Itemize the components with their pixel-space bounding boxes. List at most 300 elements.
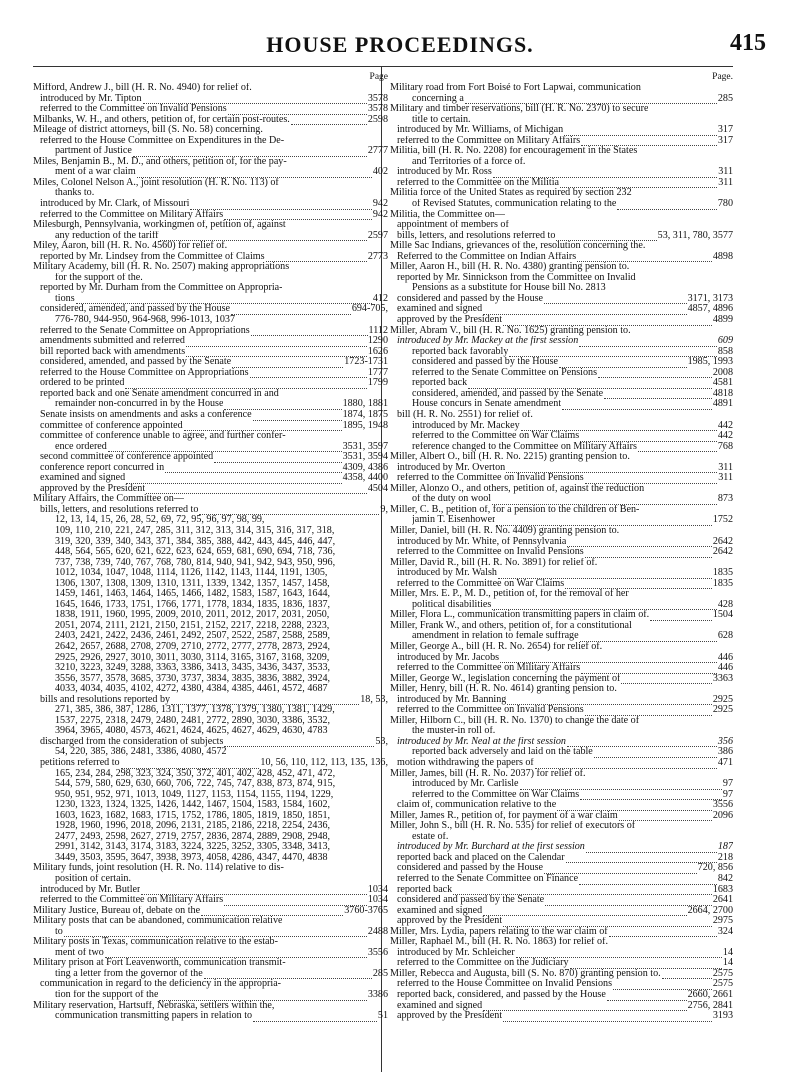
entry-text: reference changed to the Committee on Military Affairs [412, 441, 637, 452]
entry-text: Military Affairs, the Committee on— [33, 494, 184, 505]
entry-text: 1012, 1034, 1047, 1048, 1114, 1126, 1142, 1143, 1144, 1191, 1305, [55, 568, 328, 579]
page-ref: 609 [717, 336, 733, 347]
page-ref: 311 [718, 462, 733, 473]
index-entry [390, 273, 733, 284]
index-entry [33, 231, 388, 242]
index-entry [33, 146, 388, 157]
entry-text: committee of conference appointed [40, 420, 183, 431]
leader-dots [280, 179, 387, 188]
leader-dots [336, 538, 387, 547]
entry-text: ment of two [55, 947, 104, 958]
entry-text: referred to the Committee on Invalid Pensions [397, 547, 584, 558]
entry-text: Military reservation, Hartsuff, Nebraska, settlers within the, [33, 1000, 275, 1011]
entry-text: Referred to the Committee on Indian Affairs [397, 251, 577, 262]
index-entry [390, 600, 733, 611]
entry-text: 950, 951, 952, 971, 1013, 1049, 1127, 1153, 1154, 1155, 1194, 1229, [55, 789, 334, 800]
leader-dots [579, 337, 717, 347]
index-entry [390, 906, 733, 917]
index-entry [390, 642, 733, 653]
entry-text: Miller, Hilborn C., bill (H. R. No. 1370) to change the date of [390, 715, 640, 726]
entry-text: 2477, 2493, 2598, 2627, 2719, 2757, 2836, 2874, 2889, 2908, 2948, [55, 831, 331, 842]
index-entry [33, 315, 388, 326]
leader-dots [662, 969, 712, 979]
leader-dots [630, 264, 732, 273]
entry-text: communication transmitting papers in relation to [55, 1011, 253, 1022]
entry-text: committee of conference unable to agree, and further confer- [40, 431, 286, 442]
page-ref: 446 [717, 663, 733, 674]
index-entry [390, 336, 733, 347]
index-entry [33, 747, 388, 758]
entry-text: introduced by Mr. Neal at the first session [397, 736, 566, 747]
leader-dots [291, 115, 367, 125]
index-entry [390, 515, 733, 526]
leader-dots [228, 105, 367, 115]
entry-text: referred to the Committee on the Militia [397, 177, 560, 188]
leader-dots [468, 379, 712, 389]
entry-text: Pensions as a substitute for House bill No. 2813 [412, 283, 606, 294]
page-ref: 4857, 4896 [687, 304, 733, 315]
page-ref: 858 [717, 346, 733, 357]
leader-dots [607, 285, 732, 294]
page-ref: 720, 856 [697, 863, 733, 874]
leader-dots [577, 252, 712, 262]
index-entry [33, 83, 388, 94]
entry-text: referred to the Senate Committee on Finance [397, 874, 579, 885]
entry-text: Miller, Daniel, bill (H. R. No. 4409) granting pension to. [390, 525, 620, 536]
entry-text: introduced by Mr. Ross [397, 167, 492, 178]
page-ref: 14 [722, 958, 733, 969]
page-ref: 2660, 2661 [687, 990, 733, 1001]
index-entry [33, 863, 388, 874]
entry-text: examined and signed [397, 304, 483, 315]
index-entry [33, 705, 388, 716]
page-ref: 311 [718, 177, 733, 188]
leader-dots [160, 231, 367, 241]
index-entry [390, 378, 733, 389]
page-ref: 842 [717, 874, 733, 885]
entry-text: examined and signed [397, 1000, 483, 1011]
leader-dots [146, 484, 367, 494]
index-entry [33, 136, 388, 147]
leader-dots [283, 918, 387, 927]
entry-text: referred to the House Committee on Invalid Pensions [397, 979, 613, 990]
index-entry [33, 431, 388, 442]
leader-dots [214, 453, 341, 463]
entry-text: referred to the Senate Committee on Pensions [412, 367, 598, 378]
page-ref: 1034 [367, 895, 388, 906]
index-entry [390, 927, 733, 938]
entry-text: 3449, 3503, 3595, 3647, 3938, 3973, 4058, 4286, 4347, 4470, 4838 [55, 852, 328, 863]
entry-text: Mille Sac Indians, grievances of the, resolution concerning the. [390, 241, 646, 252]
index-entry [33, 589, 388, 600]
page-number: 415 [730, 30, 766, 56]
leader-dots [496, 728, 732, 737]
entry-text: considered and passed by the House [397, 293, 544, 304]
page-ref: 1880, 1881 [342, 399, 388, 410]
leader-dots [498, 569, 712, 579]
entry-text: ence ordered [55, 441, 107, 452]
index-entry [33, 885, 388, 896]
leader-dots [585, 706, 712, 716]
index-entry [390, 979, 733, 990]
leader-dots [534, 412, 732, 421]
entry-text: referred to the House Committee on Appropriations [40, 367, 249, 378]
page-ref: 4581 [712, 378, 733, 389]
entry-text: Military funds, joint resolution (H. R. No. 114) relative to dis- [33, 863, 284, 874]
entry-text: thanks to. [55, 188, 95, 199]
leader-dots [331, 580, 387, 589]
page-column-header: Page [369, 72, 388, 82]
index-entry [390, 526, 733, 537]
entry-text: examined and signed [397, 905, 483, 916]
entry-text: referred to the Committee on Military Affairs [397, 663, 581, 674]
leader-dots [132, 876, 387, 885]
index-entry [390, 779, 733, 790]
entry-text: 1645, 1646, 1733, 1751, 1766, 1771, 1778, 1834, 1835, 1836, 1837, [55, 599, 331, 610]
leader-dots [562, 400, 712, 410]
index-entry [390, 621, 733, 632]
entry-text: 1537, 2275, 2318, 2479, 2480, 2481, 2772, 2890, 3030, 3386, 3532, [55, 715, 331, 726]
leader-dots [287, 960, 387, 969]
index-entry [390, 410, 733, 421]
leader-dots [594, 748, 717, 758]
page-ref: 4504 [367, 483, 388, 494]
index-entry [33, 526, 388, 537]
leader-dots [331, 802, 387, 811]
index-entry [33, 653, 388, 664]
page-ref: 3556 [367, 947, 388, 958]
index-entry [390, 747, 733, 758]
entry-text: Miller, George W., legislation concerning the payment of [390, 673, 621, 684]
page-ref: 3193 [712, 1011, 733, 1022]
index-entry [33, 906, 388, 917]
entry-text: considered and passed by the Senate [397, 895, 545, 906]
page-ref: 2773 [367, 251, 388, 262]
page-ref: 446 [717, 652, 733, 663]
index-entry [33, 494, 388, 505]
index-entry [33, 990, 388, 1001]
index-entry [33, 283, 388, 294]
page-ref: 1112 [368, 325, 388, 336]
index-entry [390, 800, 733, 811]
leader-dots [336, 549, 387, 558]
leader-dots [224, 896, 367, 906]
entry-text: 12, 13, 14, 15, 26, 28, 52, 69, 72, 95, 96, 97, 98, 99, [55, 515, 265, 526]
entry-text: Mileage of district attorneys, bill (S. No. 58) concerning. [33, 125, 263, 136]
leader-dots [544, 864, 697, 874]
leader-dots [125, 379, 366, 389]
entry-text: conference report concurred in [40, 462, 165, 473]
entry-text: Military and timber reservations, bill (H. R. No. 2370) to secure [390, 104, 649, 115]
index-entry [390, 937, 733, 948]
page-ref: 18, 53, [360, 694, 388, 705]
page-ref: 10, 56, 110, 112, 113, 135, 136, [260, 758, 388, 768]
index-entry [33, 579, 388, 590]
leader-dots [638, 148, 732, 157]
index-entry [33, 515, 388, 526]
index-entry [390, 231, 733, 242]
entry-text: to [55, 926, 63, 937]
leader-dots [329, 854, 387, 863]
index-entry [33, 273, 388, 284]
entry-text: reported by Mr. Lindsey from the Committee of Claims [40, 251, 265, 262]
entry-text: partment of Justice [55, 146, 132, 157]
page-ref: 356 [717, 736, 733, 747]
index-entry [390, 83, 733, 94]
entry-text: referred to the Committee on War Claims [397, 578, 565, 589]
entry-text: 3964, 3965, 4080, 4573, 4621, 4624, 4625, 4627, 4629, 4630, 4783 [55, 726, 328, 737]
index-entry [33, 304, 388, 315]
leader-dots [535, 759, 717, 769]
index-entry [390, 610, 733, 621]
index-entry [33, 484, 388, 495]
leader-dots [231, 305, 351, 315]
entry-text: political disabilities [412, 599, 492, 610]
entry-text: 1306, 1307, 1308, 1309, 1310, 1311, 1339, 1342, 1357, 1457, 1458, [55, 578, 330, 589]
leader-dots [483, 305, 686, 315]
page-ref: 3760-3765 [344, 905, 388, 916]
page-ref: 1034 [367, 884, 388, 895]
entry-text: amendment in relation to female suffrage [412, 631, 579, 642]
entry-text: considered, amended, and passed by the Senate [412, 388, 604, 399]
index-entry [33, 94, 388, 105]
leader-dots [330, 612, 387, 621]
leader-dots [506, 463, 717, 473]
entry-text: considered, amended, and passed by the Senate [40, 357, 232, 368]
leader-dots [336, 781, 387, 790]
entry-text: Mifford, Andrew J., bill (H. R. No. 4940) for relief of. [33, 83, 252, 93]
index-entry [33, 368, 388, 379]
index-entry [390, 304, 733, 315]
entry-text: reported back favorably [412, 346, 509, 357]
leader-dots [190, 200, 371, 210]
index-entry [33, 1011, 388, 1022]
entry-text: 54, 220, 385, 386, 2481, 3386, 4080, 4572 [55, 747, 227, 758]
leader-dots [199, 505, 379, 515]
leader-dots [493, 168, 717, 178]
entry-text: Miller, C. B., petition of, for a pension to the children of Ben- [390, 504, 640, 515]
entry-text: introduced by Mr. White, of Pennsylvania [397, 536, 567, 547]
entry-text: motion withdrawing the papers of [397, 758, 534, 768]
page-ref: 1874, 1875 [342, 409, 388, 420]
index-entry [33, 769, 388, 780]
index-entry [390, 452, 733, 463]
entry-text: referred to the Committee on Invalid Pensions [40, 104, 227, 115]
leader-dots [585, 474, 718, 484]
entry-text: introduced by Mr. Jacobs [397, 652, 500, 663]
leader-dots [334, 791, 387, 800]
entry-text: bills, letters, and resolutions referred to [40, 504, 199, 515]
entry-text: reported back, considered, and passed by the House [397, 990, 606, 1001]
page-ref: 1799 [367, 378, 388, 389]
leader-dots [283, 285, 387, 294]
index-entry [390, 695, 733, 706]
leader-dots [650, 611, 712, 621]
page-ref: 2975 [712, 916, 733, 927]
index-entry [33, 199, 388, 210]
page-ref: 768 [717, 441, 733, 452]
entry-text: Miller, John S., bill (H. R. No. 535) for relief of executors of [390, 821, 636, 832]
entry-text: 776-780, 944-950, 964-968, 996-1013, 1037 [55, 315, 235, 326]
page-ref: 53, [375, 736, 388, 747]
leader-dots [633, 622, 732, 631]
leader-dots [586, 843, 717, 853]
entry-text: ordered to be printed [40, 378, 125, 389]
entry-text: Miller, Aaron H., bill (H. R. No. 4380) granting pension to. [390, 262, 630, 273]
index-entry [33, 378, 388, 389]
entry-text: any reduction of the tariff [55, 230, 159, 241]
leader-dots [613, 980, 712, 990]
entry-text: appointment of members of [397, 220, 509, 231]
leader-dots [253, 411, 342, 421]
leader-dots [492, 495, 717, 505]
entry-text: bills and resolutions reported by [40, 694, 171, 705]
leader-dots [580, 790, 722, 800]
leader-dots [331, 644, 387, 653]
leader-dots [609, 927, 717, 937]
page-ref: 2642 [712, 547, 733, 558]
entry-text: for the support of the. [55, 272, 143, 283]
index-entry [33, 832, 388, 843]
entry-text: Miller, Henry, bill (H. R. No. 4614) granting pension to. [390, 684, 617, 695]
page-ref: 942 [372, 199, 388, 210]
leader-dots [580, 432, 717, 442]
entry-text: petitions referred to [40, 758, 120, 768]
index-entry [33, 937, 388, 948]
entry-text: Miller, Flora L., communication transmitting papers in claim of. [390, 610, 650, 621]
index-entry [390, 188, 733, 199]
leader-dots [204, 969, 372, 979]
leader-dots [64, 927, 367, 937]
leader-dots [330, 654, 387, 663]
page-ref: 14 [722, 947, 733, 958]
leader-dots [133, 147, 367, 157]
index-entry [33, 790, 388, 801]
leader-dots [328, 570, 387, 579]
index-entry [390, 463, 733, 474]
leader-dots [288, 158, 387, 167]
index-entry [33, 326, 388, 337]
leader-dots [287, 433, 387, 442]
page-ref: 2597 [367, 230, 388, 241]
leader-dots [617, 200, 717, 210]
page-ref: 402 [372, 167, 388, 178]
index-entry [33, 473, 388, 484]
leader-dots [521, 421, 717, 431]
entry-text: approved by the President [397, 1011, 503, 1022]
page-ref: 218 [717, 852, 733, 863]
leader-dots [565, 579, 712, 589]
leader-dots [465, 94, 717, 104]
entry-text: Military Academy, bill (H. R. No. 2507) making appropriations [33, 262, 290, 273]
leader-dots [618, 686, 732, 695]
page-ref: 2598 [367, 114, 388, 125]
leader-dots [285, 137, 387, 146]
entry-text: introduced by Mr. Butler [40, 884, 141, 895]
index-entry [390, 674, 733, 685]
page-ref: 1895, 1948 [342, 420, 388, 431]
leader-dots [251, 326, 368, 336]
entry-text: reported back adversely and laid on the table [412, 747, 593, 758]
entry-text: of the duty on wool [412, 494, 492, 505]
index-entry [33, 294, 388, 305]
leader-dots [185, 496, 387, 505]
index-entry [33, 125, 388, 136]
index-entry [390, 821, 733, 832]
leader-dots [598, 559, 732, 568]
page-ref: 324 [717, 926, 733, 937]
page-ref: 4899 [712, 315, 733, 326]
leader-dots [76, 294, 372, 304]
index-entry [390, 431, 733, 442]
entry-text: Milbanks, W. H., and others, petition of, for certain post-routes. [33, 114, 290, 125]
index-entry [33, 800, 388, 811]
leader-dots [483, 1001, 686, 1011]
leader-dots [646, 243, 732, 252]
index-entry [33, 389, 388, 400]
index-entry [390, 874, 733, 885]
entry-text: Militia force of the United States as required by section 232 [390, 188, 632, 199]
entry-text: referred to the Committee on War Claims [412, 431, 580, 442]
index-entry [390, 94, 733, 105]
leader-dots [275, 1002, 387, 1011]
leader-dots [483, 906, 686, 916]
entry-text: jamin T. Eisenhower [412, 515, 496, 526]
leader-dots [567, 737, 717, 747]
entry-text: 1459, 1461, 1463, 1464, 1465, 1466, 1482, 1583, 1587, 1643, 1644, [55, 589, 331, 600]
leader-dots [506, 211, 732, 220]
entry-text: 2403, 2421, 2422, 2436, 2461, 2492, 2507, 2522, 2587, 2588, 2589, [55, 631, 331, 642]
leader-dots [184, 421, 342, 431]
leader-dots [609, 939, 732, 948]
entry-text: examined and signed [40, 473, 126, 484]
leader-dots [335, 528, 387, 537]
entry-text: 2642, 2657, 2688, 2708, 2709, 2710, 2772, 2777, 2778, 2873, 2924, [55, 641, 331, 652]
entry-text: referred to the Committee on the Judiciary [397, 958, 569, 969]
leader-dots [472, 116, 732, 125]
page-ref: 1723-1731 [344, 357, 388, 368]
leader-dots [331, 844, 387, 853]
leader-dots [95, 190, 387, 199]
index-entry [33, 210, 388, 221]
index-entry [390, 863, 733, 874]
leader-dots [224, 400, 341, 410]
leader-dots [331, 665, 387, 674]
index-entry [33, 726, 388, 737]
leader-dots [126, 474, 341, 484]
index-entry [33, 558, 388, 569]
leader-dots [557, 801, 712, 811]
leader-dots [620, 528, 732, 537]
leader-dots [581, 664, 717, 674]
index-entry [390, 842, 733, 853]
index-entry [33, 642, 388, 653]
index-entry [390, 885, 733, 896]
entry-text: 544, 579, 580, 629, 630, 660, 706, 722, 745, 747, 838, 873, 874, 915, [55, 779, 336, 790]
leader-dots [331, 823, 387, 832]
index-entry [390, 547, 733, 558]
entry-text: tion for the support of the [55, 990, 159, 1001]
index-entry [390, 315, 733, 326]
index-entry [390, 104, 733, 115]
page-ref: 2756, 2841 [687, 1000, 733, 1011]
entry-text: 2991, 3142, 3143, 3174, 3183, 3224, 3225, 3252, 3305, 3348, 3413, [55, 842, 331, 853]
index-entry [390, 178, 733, 189]
leader-dots [581, 136, 717, 146]
index-entry [33, 357, 388, 368]
index-entry [33, 463, 388, 474]
page-ref: 2925 [712, 705, 733, 716]
